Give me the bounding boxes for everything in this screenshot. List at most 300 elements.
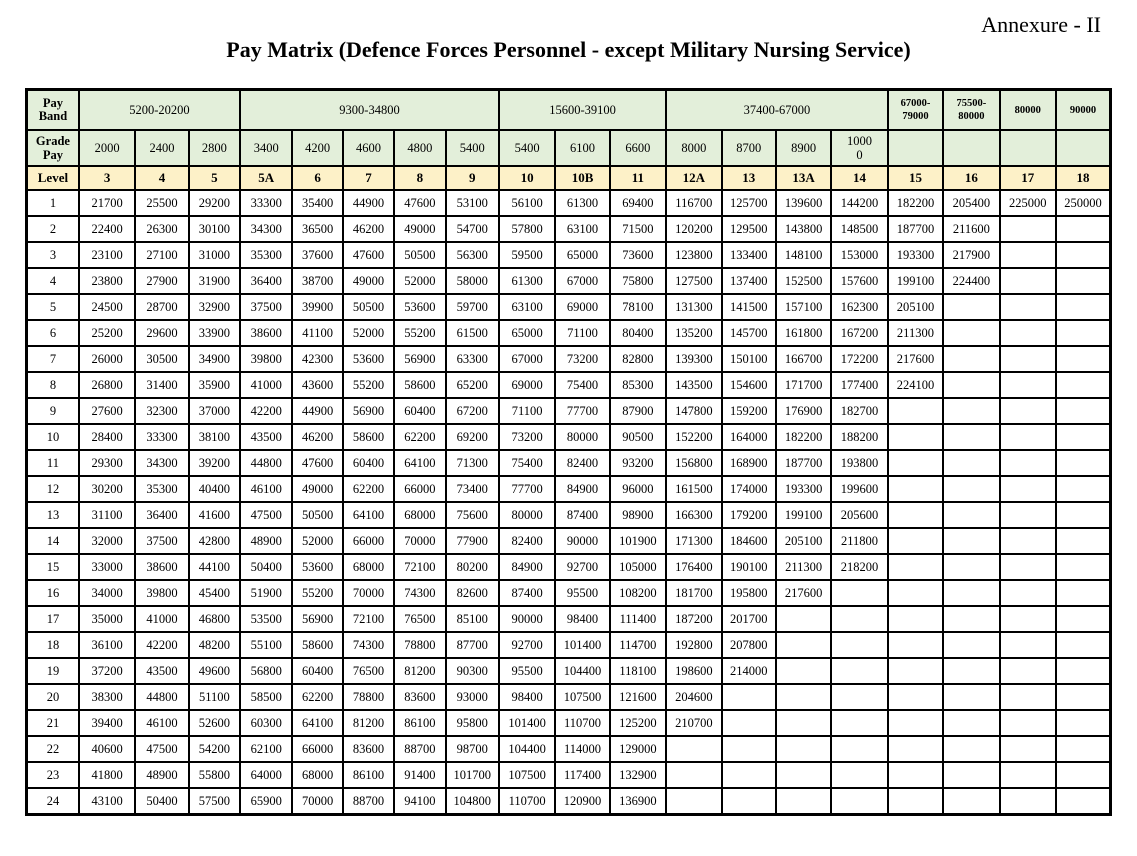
pay-cell: 75800 (610, 268, 666, 294)
pay-cell: 49600 (189, 658, 240, 684)
pay-cell (943, 710, 999, 736)
table-row (27, 762, 1111, 788)
pay-cell: 48200 (189, 632, 240, 658)
pay-cell: 24500 (79, 294, 135, 320)
pay-cell: 214000 (722, 658, 776, 684)
pay-cell: 125700 (722, 190, 776, 216)
pay-cell: 73600 (610, 242, 666, 268)
pay-cell: 205100 (776, 528, 831, 554)
pay-cell: 217900 (943, 242, 999, 268)
pay-cell (943, 346, 999, 372)
pay-cell: 118100 (610, 658, 666, 684)
pay-cell (1056, 502, 1111, 528)
pay-cell: 25500 (135, 190, 188, 216)
pay-band-cell: 80000 (1000, 90, 1056, 131)
pay-cell: 199100 (776, 502, 831, 528)
pay-cell: 37200 (79, 658, 135, 684)
pay-cell: 85100 (446, 606, 499, 632)
pay-cell (722, 736, 776, 762)
pay-cell (831, 658, 887, 684)
pay-cell (943, 502, 999, 528)
pay-cell: 71100 (499, 398, 555, 424)
pay-cell (888, 632, 943, 658)
pay-cell: 47600 (292, 450, 342, 476)
level-cell: 4 (135, 166, 188, 190)
pay-cell (776, 684, 831, 710)
pay-cell: 29600 (135, 320, 188, 346)
pay-cell: 29300 (79, 450, 135, 476)
pay-cell (943, 554, 999, 580)
table-row (27, 450, 1111, 476)
pay-cell: 35000 (79, 606, 135, 632)
pay-cell: 60300 (240, 710, 292, 736)
pay-cell: 94100 (394, 788, 445, 815)
pay-cell (943, 294, 999, 320)
pay-cell: 36400 (240, 268, 292, 294)
pay-cell (943, 606, 999, 632)
pay-cell: 90000 (555, 528, 609, 554)
pay-cell: 199100 (888, 268, 943, 294)
pay-cell: 41600 (189, 502, 240, 528)
pay-cell: 67200 (446, 398, 499, 424)
row-index-cell: 16 (27, 580, 79, 606)
pay-cell: 101400 (499, 710, 555, 736)
pay-cell: 98400 (555, 606, 609, 632)
pay-cell: 39800 (135, 580, 188, 606)
pay-cell (1056, 632, 1111, 658)
pay-cell: 59700 (446, 294, 499, 320)
grade-pay-cell: 2800 (189, 130, 240, 166)
pay-cell: 62200 (292, 684, 342, 710)
pay-cell: 211300 (776, 554, 831, 580)
pay-cell: 172200 (831, 346, 887, 372)
row-index-cell: 6 (27, 320, 79, 346)
pay-cell (1056, 762, 1111, 788)
pay-cell: 55200 (292, 580, 342, 606)
pay-cell: 32000 (79, 528, 135, 554)
pay-cell: 64100 (343, 502, 394, 528)
pay-cell (831, 736, 887, 762)
pay-cell: 167200 (831, 320, 887, 346)
pay-cell: 152200 (666, 424, 721, 450)
pay-cell: 176900 (776, 398, 831, 424)
table-row (27, 190, 1111, 216)
table-row (27, 476, 1111, 502)
pay-cell: 161500 (666, 476, 721, 502)
pay-cell: 84900 (555, 476, 609, 502)
pay-cell: 46100 (135, 710, 188, 736)
pay-cell: 78100 (610, 294, 666, 320)
pay-cell: 90000 (499, 606, 555, 632)
pay-cell: 147800 (666, 398, 721, 424)
pay-cell: 143500 (666, 372, 721, 398)
level-cell: 13 (722, 166, 776, 190)
pay-cell: 38700 (292, 268, 342, 294)
pay-cell: 26000 (79, 346, 135, 372)
pay-cell: 53600 (394, 294, 445, 320)
pay-cell (888, 554, 943, 580)
row-index-cell: 21 (27, 710, 79, 736)
pay-cell: 154600 (722, 372, 776, 398)
pay-cell (1000, 684, 1056, 710)
pay-cell: 28700 (135, 294, 188, 320)
pay-cell: 137400 (722, 268, 776, 294)
pay-cell: 31100 (79, 502, 135, 528)
grade-pay-label: Grade Pay (27, 130, 79, 166)
table-row (27, 736, 1111, 762)
pay-cell (1000, 398, 1056, 424)
pay-cell: 38600 (240, 320, 292, 346)
pay-cell: 72100 (343, 606, 394, 632)
pay-cell: 37500 (240, 294, 292, 320)
pay-cell: 91400 (394, 762, 445, 788)
pay-cell (888, 684, 943, 710)
pay-cell: 207800 (722, 632, 776, 658)
pay-cell: 93200 (610, 450, 666, 476)
pay-cell: 71500 (610, 216, 666, 242)
pay-cell: 76500 (343, 658, 394, 684)
pay-cell: 60400 (394, 398, 445, 424)
level-cell: 8 (394, 166, 445, 190)
pay-cell: 56800 (240, 658, 292, 684)
pay-cell: 34300 (135, 450, 188, 476)
pay-band-cell: 90000 (1056, 90, 1111, 131)
table-row (27, 502, 1111, 528)
level-cell: 9 (446, 166, 499, 190)
pay-cell: 39900 (292, 294, 342, 320)
pay-cell: 44800 (240, 450, 292, 476)
pay-cell: 120900 (555, 788, 609, 815)
pay-cell: 87400 (499, 580, 555, 606)
pay-cell: 171300 (666, 528, 721, 554)
grade-pay-cell: 5400 (499, 130, 555, 166)
pay-cell: 104800 (446, 788, 499, 815)
pay-cell: 184600 (722, 528, 776, 554)
pay-cell: 101700 (446, 762, 499, 788)
pay-cell: 73200 (555, 346, 609, 372)
pay-cell: 80400 (610, 320, 666, 346)
pay-cell: 21700 (79, 190, 135, 216)
pay-cell: 56300 (446, 242, 499, 268)
row-index-cell: 22 (27, 736, 79, 762)
pay-cell: 43500 (240, 424, 292, 450)
pay-cell: 88700 (343, 788, 394, 815)
pay-cell (776, 710, 831, 736)
pay-cell: 33900 (189, 320, 240, 346)
pay-cell: 32900 (189, 294, 240, 320)
pay-cell: 217600 (776, 580, 831, 606)
pay-cell: 117400 (555, 762, 609, 788)
pay-cell (1056, 294, 1111, 320)
pay-band-cell: 75500- 80000 (943, 90, 999, 131)
pay-cell (888, 736, 943, 762)
pay-cell: 114000 (555, 736, 609, 762)
pay-cell: 143800 (776, 216, 831, 242)
pay-cell: 50400 (240, 554, 292, 580)
pay-cell: 31900 (189, 268, 240, 294)
row-index-cell: 17 (27, 606, 79, 632)
pay-cell (776, 788, 831, 815)
pay-cell: 58500 (240, 684, 292, 710)
pay-cell: 62100 (240, 736, 292, 762)
pay-cell: 174000 (722, 476, 776, 502)
pay-cell: 73400 (446, 476, 499, 502)
level-header-row (27, 166, 1111, 190)
pay-cell: 148500 (831, 216, 887, 242)
pay-cell: 152500 (776, 268, 831, 294)
pay-cell: 50500 (394, 242, 445, 268)
grade-pay-row (27, 130, 1111, 166)
pay-cell: 43600 (292, 372, 342, 398)
grade-pay-cell: 5400 (446, 130, 499, 166)
pay-cell: 68000 (394, 502, 445, 528)
pay-cell: 55200 (394, 320, 445, 346)
pay-cell: 83600 (394, 684, 445, 710)
pay-cell (1000, 424, 1056, 450)
pay-cell: 46800 (189, 606, 240, 632)
pay-cell: 59500 (499, 242, 555, 268)
pay-cell: 92700 (499, 632, 555, 658)
pay-cell: 82400 (499, 528, 555, 554)
pay-cell: 65000 (555, 242, 609, 268)
grade-pay-cell (1000, 130, 1056, 166)
pay-cell (1000, 710, 1056, 736)
pay-cell: 38600 (135, 554, 188, 580)
pay-cell (831, 684, 887, 710)
table-row (27, 554, 1111, 580)
pay-cell (943, 528, 999, 554)
pay-cell: 157100 (776, 294, 831, 320)
table-row (27, 268, 1111, 294)
level-cell: 3 (79, 166, 135, 190)
grade-pay-cell: 8000 (666, 130, 721, 166)
pay-cell (1000, 554, 1056, 580)
grade-pay-cell: 4800 (394, 130, 445, 166)
pay-cell (1000, 632, 1056, 658)
pay-cell: 33300 (135, 424, 188, 450)
pay-cell: 65200 (446, 372, 499, 398)
pay-cell: 166700 (776, 346, 831, 372)
pay-cell: 139600 (776, 190, 831, 216)
pay-cell: 77700 (555, 398, 609, 424)
pay-cell: 129500 (722, 216, 776, 242)
pay-cell (1000, 736, 1056, 762)
level-cell: 12A (666, 166, 721, 190)
pay-cell: 80000 (499, 502, 555, 528)
pay-cell (1000, 372, 1056, 398)
pay-cell: 78800 (394, 632, 445, 658)
row-index-cell: 15 (27, 554, 79, 580)
pay-cell: 85300 (610, 372, 666, 398)
pay-cell: 162300 (831, 294, 887, 320)
pay-cell (722, 684, 776, 710)
pay-cell: 62200 (394, 424, 445, 450)
pay-cell: 28400 (79, 424, 135, 450)
pay-cell (888, 450, 943, 476)
pay-cell: 66000 (292, 736, 342, 762)
row-index-cell: 24 (27, 788, 79, 815)
level-cell: 14 (831, 166, 887, 190)
pay-cell: 32300 (135, 398, 188, 424)
pay-cell: 45400 (189, 580, 240, 606)
pay-cell: 51900 (240, 580, 292, 606)
pay-cell: 26800 (79, 372, 135, 398)
pay-cell (888, 424, 943, 450)
pay-cell (1000, 346, 1056, 372)
pay-cell: 36100 (79, 632, 135, 658)
pay-cell: 37500 (135, 528, 188, 554)
pay-cell: 30100 (189, 216, 240, 242)
row-index-cell: 10 (27, 424, 79, 450)
pay-cell: 42200 (135, 632, 188, 658)
pay-cell: 49000 (343, 268, 394, 294)
pay-cell: 145700 (722, 320, 776, 346)
pay-cell: 58600 (292, 632, 342, 658)
table-row (27, 372, 1111, 398)
pay-cell: 211800 (831, 528, 887, 554)
pay-cell: 123800 (666, 242, 721, 268)
pay-cell (1056, 372, 1111, 398)
row-index-cell: 3 (27, 242, 79, 268)
pay-cell (1000, 528, 1056, 554)
pay-cell: 181700 (666, 580, 721, 606)
pay-cell: 177400 (831, 372, 887, 398)
pay-band-row (27, 90, 1111, 131)
level-cell: 13A (776, 166, 831, 190)
pay-cell (1000, 788, 1056, 815)
pay-cell: 81200 (394, 658, 445, 684)
pay-cell: 87900 (610, 398, 666, 424)
pay-cell (831, 710, 887, 736)
pay-cell: 35300 (240, 242, 292, 268)
pay-cell: 69000 (555, 294, 609, 320)
row-index-cell: 18 (27, 632, 79, 658)
pay-cell: 168900 (722, 450, 776, 476)
level-cell: 16 (943, 166, 999, 190)
pay-cell: 127500 (666, 268, 721, 294)
pay-cell (722, 788, 776, 815)
pay-cell (1000, 502, 1056, 528)
pay-cell: 44900 (343, 190, 394, 216)
table-row (27, 242, 1111, 268)
pay-cell: 107500 (555, 684, 609, 710)
table-row (27, 294, 1111, 320)
pay-cell: 65900 (240, 788, 292, 815)
pay-cell (776, 762, 831, 788)
pay-cell: 187700 (888, 216, 943, 242)
grade-pay-cell: 3400 (240, 130, 292, 166)
pay-band-label: Pay Band (27, 90, 79, 131)
pay-cell (1056, 320, 1111, 346)
pay-cell (1056, 788, 1111, 815)
pay-cell: 46100 (240, 476, 292, 502)
pay-cell: 42800 (189, 528, 240, 554)
pay-cell (831, 632, 887, 658)
pay-cell: 73200 (499, 424, 555, 450)
pay-cell: 41800 (79, 762, 135, 788)
pay-cell (1056, 216, 1111, 242)
pay-cell: 95500 (499, 658, 555, 684)
pay-cell: 35900 (189, 372, 240, 398)
level-label: Level (27, 166, 79, 190)
pay-cell (943, 424, 999, 450)
pay-cell (1000, 450, 1056, 476)
pay-cell (1000, 242, 1056, 268)
pay-cell: 67000 (499, 346, 555, 372)
pay-cell: 217600 (888, 346, 943, 372)
row-index-cell: 12 (27, 476, 79, 502)
pay-cell: 80200 (446, 554, 499, 580)
pay-cell (888, 788, 943, 815)
row-index-cell: 7 (27, 346, 79, 372)
table-row (27, 684, 1111, 710)
pay-cell: 116700 (666, 190, 721, 216)
pay-cell: 114700 (610, 632, 666, 658)
pay-cell (888, 762, 943, 788)
grade-pay-cell: 2400 (135, 130, 188, 166)
pay-cell: 187200 (666, 606, 721, 632)
pay-cell: 87400 (555, 502, 609, 528)
table-row (27, 398, 1111, 424)
pay-cell: 161800 (776, 320, 831, 346)
pay-cell: 29200 (189, 190, 240, 216)
pay-cell: 41000 (240, 372, 292, 398)
pay-cell: 104400 (555, 658, 609, 684)
pay-cell: 71100 (555, 320, 609, 346)
grade-pay-cell (943, 130, 999, 166)
pay-cell: 80000 (555, 424, 609, 450)
pay-cell: 64100 (292, 710, 342, 736)
pay-cell: 43500 (135, 658, 188, 684)
row-index-cell: 11 (27, 450, 79, 476)
pay-cell: 131300 (666, 294, 721, 320)
pay-cell: 205400 (943, 190, 999, 216)
grade-pay-cell: 2000 (79, 130, 135, 166)
pay-cell: 179200 (722, 502, 776, 528)
pay-cell: 39200 (189, 450, 240, 476)
pay-cell: 88700 (394, 736, 445, 762)
pay-cell (1056, 268, 1111, 294)
pay-cell (888, 580, 943, 606)
grade-pay-cell: 6100 (555, 130, 609, 166)
pay-cell (776, 606, 831, 632)
pay-cell: 74300 (343, 632, 394, 658)
pay-cell: 56100 (499, 190, 555, 216)
pay-cell: 90300 (446, 658, 499, 684)
pay-cell: 58600 (394, 372, 445, 398)
pay-cell: 47600 (394, 190, 445, 216)
pay-cell (1056, 242, 1111, 268)
pay-cell: 44800 (135, 684, 188, 710)
pay-cell (1056, 710, 1111, 736)
pay-cell: 188200 (831, 424, 887, 450)
pay-cell: 68000 (343, 554, 394, 580)
level-cell: 11 (610, 166, 666, 190)
pay-cell: 23800 (79, 268, 135, 294)
pay-cell: 176400 (666, 554, 721, 580)
row-index-cell: 19 (27, 658, 79, 684)
pay-cell (943, 762, 999, 788)
pay-cell: 35300 (135, 476, 188, 502)
table-row (27, 320, 1111, 346)
pay-cell: 49000 (394, 216, 445, 242)
pay-cell: 129000 (610, 736, 666, 762)
pay-cell: 75600 (446, 502, 499, 528)
pay-cell: 54200 (189, 736, 240, 762)
row-index-cell: 13 (27, 502, 79, 528)
level-cell: 6 (292, 166, 342, 190)
pay-cell (1000, 762, 1056, 788)
